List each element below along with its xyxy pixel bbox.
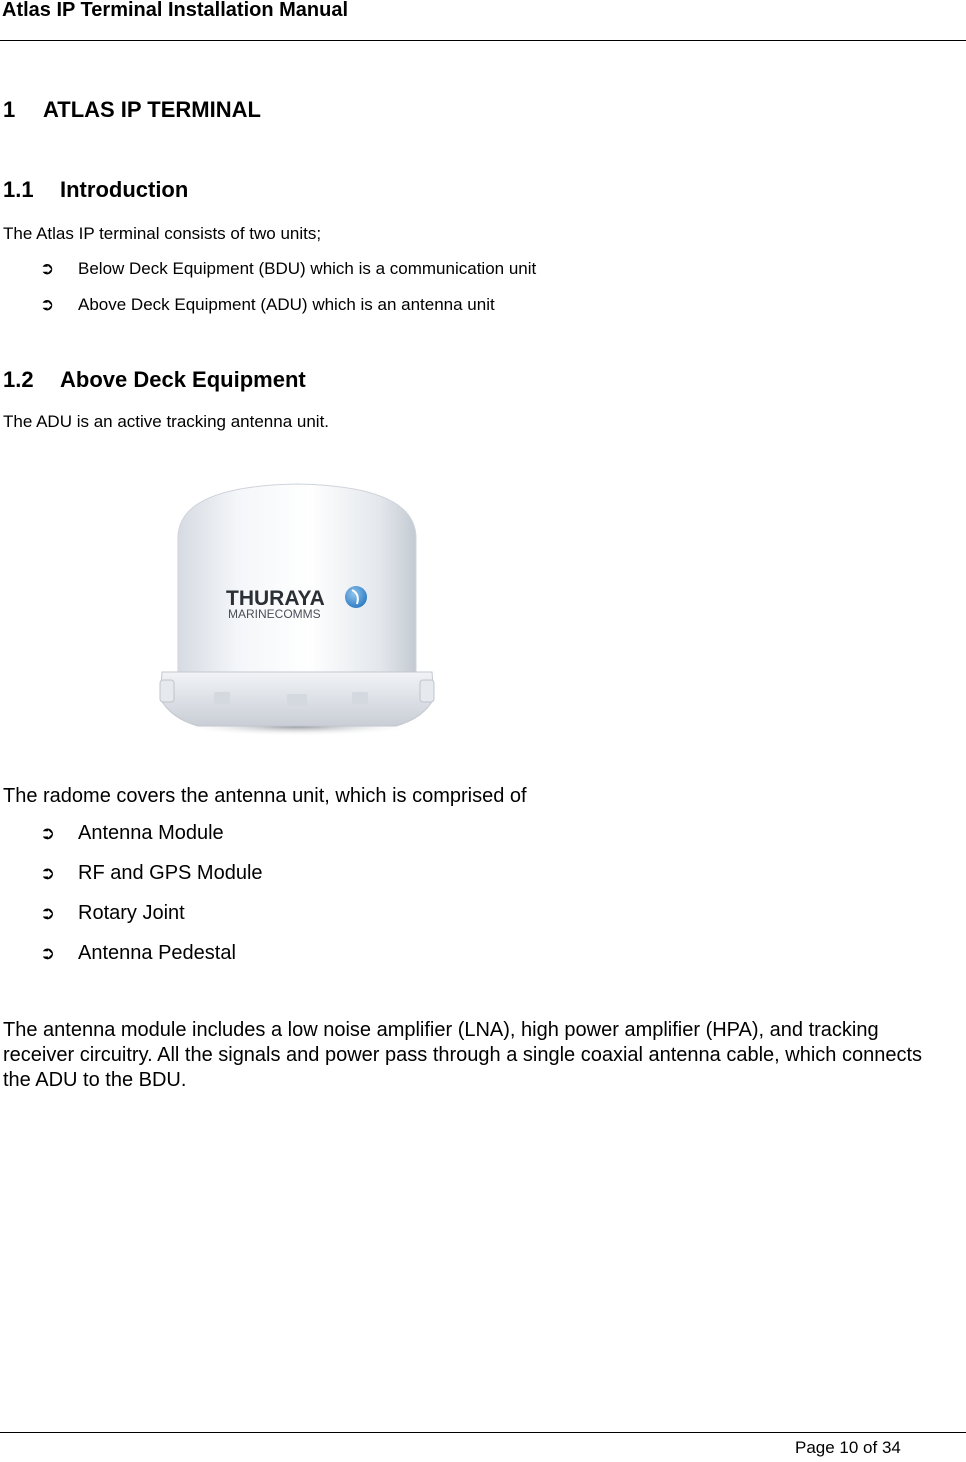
arrow-bullet-icon: ➲ [40,295,55,314]
document-header-title: Atlas IP Terminal Installation Manual [2,0,349,21]
arrow-bullet-icon: ➲ [40,903,56,923]
list-item [40,295,495,315]
list-item-text: Antenna Module [78,822,224,844]
radome-description: The radome covers the antenna unit, which is comprised of [3,785,527,807]
section-1-2-number: 1.2 [3,367,34,392]
list-item-text: Rotary Joint [78,902,185,924]
arrow-bullet-icon: ➲ [40,863,56,883]
page-number: Page 10 of 34 [795,1438,901,1457]
header-divider [0,40,966,41]
section-1-1-number: 1.1 [3,177,34,202]
list-item [40,862,263,885]
section-1-title: ATLAS IP TERMINAL [43,97,261,122]
section-1-2-title: Above Deck Equipment [60,367,306,392]
radome-logo-sub-brand-text: MARINECOMMS [228,607,321,621]
antenna-module-paragraph: The antenna module includes a low noise amplifier (LNA), high power amplifier (HPA), and tracking receiver circuitry. All the signals and power pass through a single coaxial antenna cable, which connects the ADU to the BDU. [3,1019,923,1091]
radome-image [156,476,438,736]
arrow-bullet-icon: ➲ [40,823,56,843]
list-item-text: Antenna Pedestal [78,942,236,964]
intro-paragraph: The Atlas IP terminal consists of two units; [3,224,322,243]
radome-illustration [156,476,438,736]
list-item [40,902,185,925]
adu-intro-paragraph: The ADU is an active tracking antenna unit. [3,412,330,431]
arrow-bullet-icon: ➲ [40,943,56,963]
list-item [40,259,536,279]
section-1-2-heading [3,367,306,393]
section-1-number: 1 [3,97,16,122]
list-item-text: Below Deck Equipment (BDU) which is a communication unit [78,259,537,278]
radome-logo-brand-text: THURAYA [226,587,325,610]
section-1-1-title: Introduction [60,177,189,202]
list-item-text: Above Deck Equipment (ADU) which is an antenna unit [78,295,495,314]
list-item [40,822,224,845]
section-1-heading [3,97,261,123]
list-item-text: RF and GPS Module [78,862,263,884]
section-1-1-heading [3,177,188,203]
arrow-bullet-icon: ➲ [40,259,55,278]
thuraya-logo-icon [345,586,367,608]
list-item [40,942,236,965]
footer-divider [0,1432,966,1433]
